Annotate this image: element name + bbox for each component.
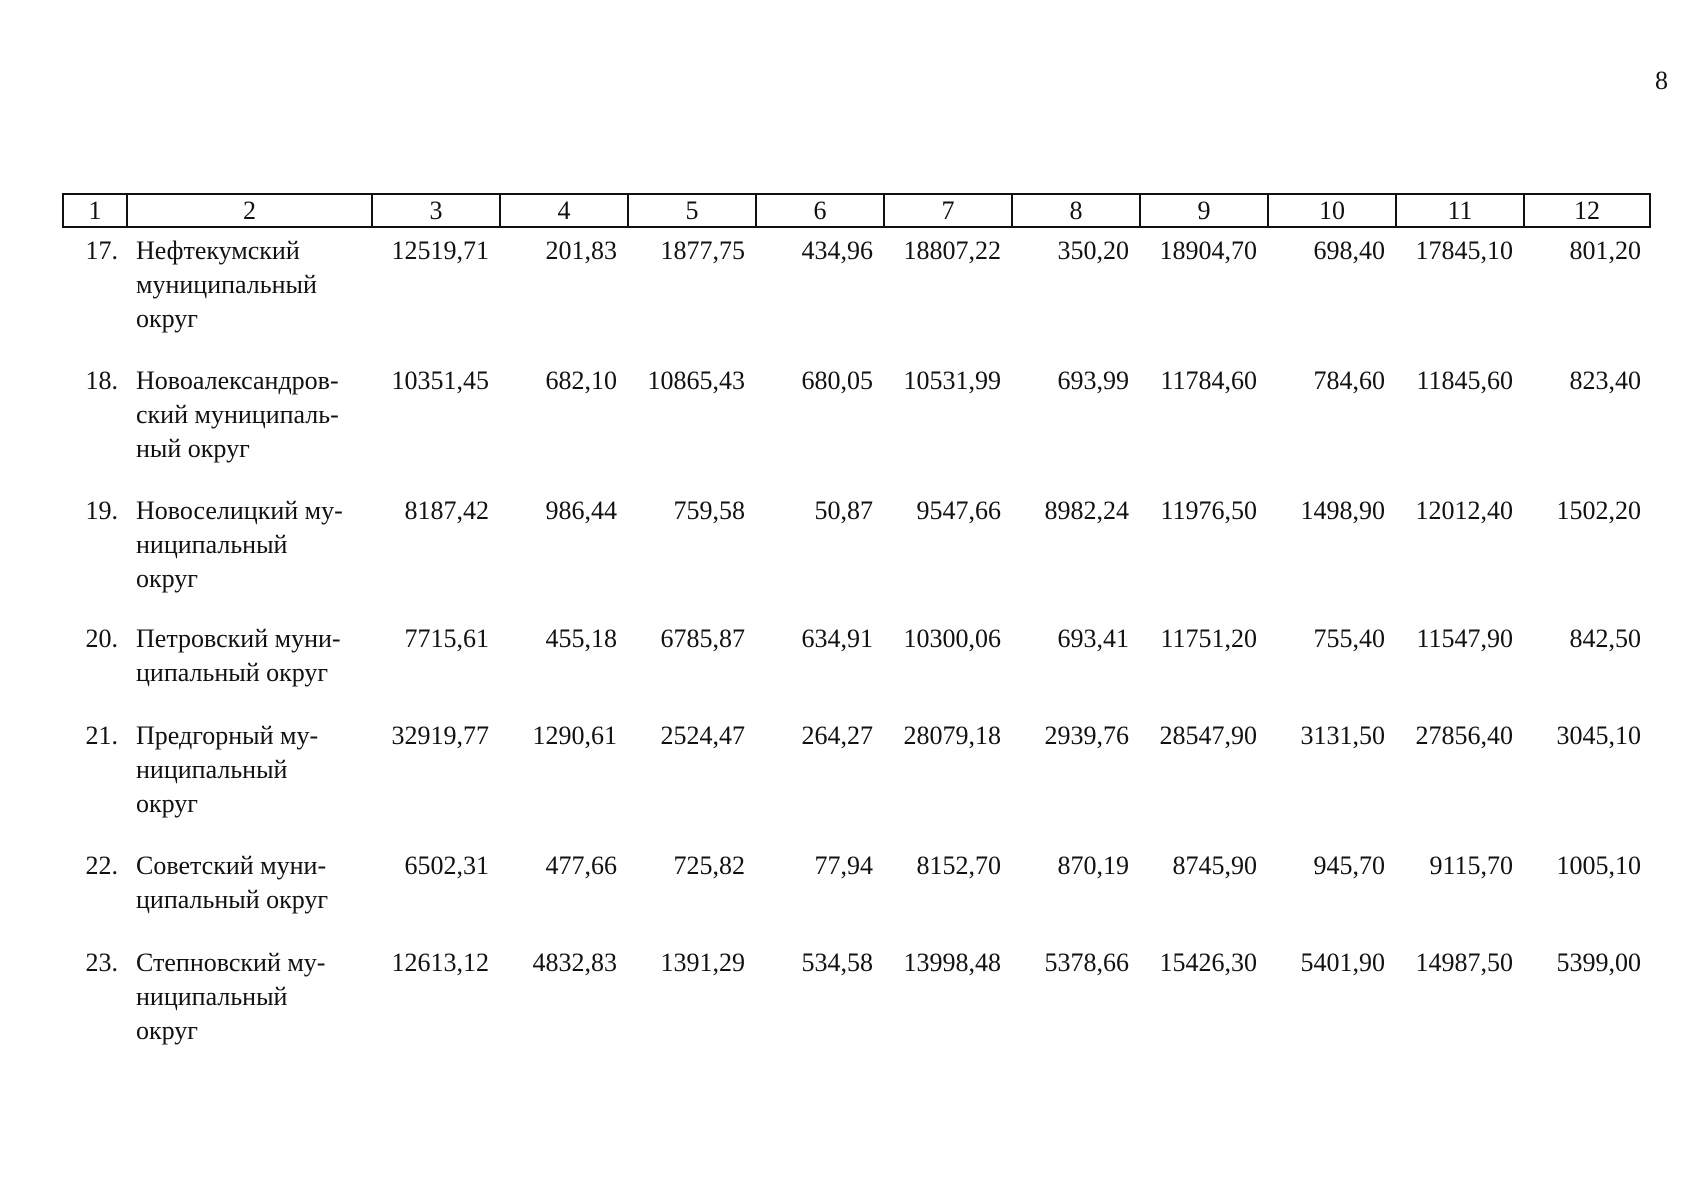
row-name-line: Советский муни- <box>136 851 327 880</box>
table-cell: 2939,76 <box>1044 721 1129 750</box>
table-cell: 759,58 <box>673 496 745 525</box>
table-cell: 27856,40 <box>1415 721 1513 750</box>
table-cell: 784,60 <box>1313 366 1385 395</box>
table-cell: 11976,50 <box>1160 496 1257 525</box>
row-name-line: Новоселицкий му- <box>136 496 343 525</box>
table-cell: 698,40 <box>1313 236 1385 265</box>
row-name-line: округ <box>136 789 198 818</box>
row-number: 23. <box>85 948 118 977</box>
table-row <box>62 713 1655 843</box>
table-cell: 264,27 <box>801 721 873 750</box>
table-cell: 6785,87 <box>660 624 745 653</box>
table-cell: 28547,90 <box>1159 721 1257 750</box>
row-name-line: ципальный округ <box>136 658 329 687</box>
column-header: 2 <box>126 193 371 228</box>
table-cell: 680,05 <box>801 366 873 395</box>
table-cell: 693,41 <box>1057 624 1129 653</box>
table-cell: 8187,42 <box>404 496 489 525</box>
table-cell: 11547,90 <box>1416 624 1513 653</box>
row-name-line: Степновский му- <box>136 948 326 977</box>
table-cell: 2524,47 <box>660 721 745 750</box>
table-cell: 1498,90 <box>1300 496 1385 525</box>
row-name <box>126 358 371 488</box>
table-cell: 10351,45 <box>391 366 489 395</box>
table-cell: 477,66 <box>545 851 617 880</box>
column-header: 3 <box>371 193 499 228</box>
row-name <box>126 940 371 1050</box>
table-cell: 4832,83 <box>532 948 617 977</box>
table-cell: 986,44 <box>545 496 617 525</box>
table-cell: 350,20 <box>1057 236 1129 265</box>
table-cell: 12519,71 <box>391 236 489 265</box>
table-cell: 32919,77 <box>391 721 489 750</box>
table-cell: 3045,10 <box>1556 721 1641 750</box>
row-name-line: округ <box>136 304 198 333</box>
row-name <box>126 228 371 358</box>
row-name-line: ный округ <box>136 434 250 463</box>
table-cell: 8982,24 <box>1044 496 1129 525</box>
row-name-line: ский муниципаль- <box>136 400 339 429</box>
table-cell: 10300,06 <box>903 624 1001 653</box>
row-name-line: Новоалександров- <box>136 366 339 395</box>
table-cell: 434,96 <box>801 236 873 265</box>
table-cell: 842,50 <box>1569 624 1641 653</box>
table-cell: 5399,00 <box>1556 948 1641 977</box>
table-cell: 455,18 <box>545 624 617 653</box>
table-cell: 725,82 <box>673 851 745 880</box>
row-name-line: округ <box>136 564 198 593</box>
column-header: 12 <box>1523 193 1651 228</box>
row-name-line: муниципальный <box>136 270 317 299</box>
table-row <box>62 616 1655 713</box>
row-name-line: ниципальный <box>136 982 288 1011</box>
column-header: 1 <box>62 193 126 228</box>
table-row <box>62 843 1655 940</box>
column-header: 7 <box>883 193 1011 228</box>
row-name-line: ниципальный <box>136 755 288 784</box>
table-cell: 17845,10 <box>1415 236 1513 265</box>
table-header-row <box>62 193 1655 228</box>
table-cell: 870,19 <box>1057 851 1129 880</box>
row-name <box>126 488 371 616</box>
table-cell: 11784,60 <box>1160 366 1257 395</box>
table-cell: 28079,18 <box>903 721 1001 750</box>
row-name <box>126 616 371 713</box>
table-cell: 801,20 <box>1569 236 1641 265</box>
table-row <box>62 940 1655 1050</box>
table-cell: 534,58 <box>801 948 873 977</box>
table-cell: 5378,66 <box>1044 948 1129 977</box>
table-cell: 6502,31 <box>404 851 489 880</box>
data-table <box>62 193 1655 1050</box>
row-name-line: ниципальный <box>136 530 288 559</box>
table-cell: 9547,66 <box>916 496 1001 525</box>
column-header: 4 <box>499 193 627 228</box>
table-cell: 823,40 <box>1569 366 1641 395</box>
table-cell: 5401,90 <box>1300 948 1385 977</box>
table-cell: 1502,20 <box>1556 496 1641 525</box>
table-cell: 10531,99 <box>903 366 1001 395</box>
column-header: 10 <box>1267 193 1395 228</box>
row-name <box>126 843 371 940</box>
table-cell: 7715,61 <box>404 624 489 653</box>
table-cell: 201,83 <box>545 236 617 265</box>
row-name-line: Предгорный му- <box>136 721 319 750</box>
table-cell: 8745,90 <box>1172 851 1257 880</box>
table-row <box>62 358 1655 488</box>
row-number: 22. <box>85 851 118 880</box>
table-cell: 77,94 <box>814 851 873 880</box>
column-header: 8 <box>1011 193 1139 228</box>
table-cell: 634,91 <box>801 624 873 653</box>
table-cell: 8152,70 <box>916 851 1001 880</box>
table-row <box>62 228 1655 358</box>
table-cell: 15426,30 <box>1159 948 1257 977</box>
row-number: 21. <box>85 721 118 750</box>
table-cell: 945,70 <box>1313 851 1385 880</box>
table-cell: 18904,70 <box>1159 236 1257 265</box>
table-cell: 1391,29 <box>660 948 745 977</box>
column-header: 9 <box>1139 193 1267 228</box>
table-cell: 18807,22 <box>903 236 1001 265</box>
table-cell: 11845,60 <box>1416 366 1513 395</box>
column-header: 5 <box>627 193 755 228</box>
row-number: 20. <box>85 624 118 653</box>
table-cell: 1290,61 <box>532 721 617 750</box>
table-cell: 14987,50 <box>1415 948 1513 977</box>
table-cell: 682,10 <box>545 366 617 395</box>
table-cell: 11751,20 <box>1160 624 1257 653</box>
row-name-line: Петровский муни- <box>136 624 341 653</box>
table-cell: 50,87 <box>814 496 873 525</box>
table-cell: 10865,43 <box>647 366 745 395</box>
row-name-line: округ <box>136 1016 198 1045</box>
row-name-line: Нефтекумский <box>136 236 300 265</box>
row-name <box>126 713 371 843</box>
table-row <box>62 488 1655 616</box>
table-cell: 693,99 <box>1057 366 1129 395</box>
table-cell: 12012,40 <box>1415 496 1513 525</box>
page-number: 8 <box>1655 66 1668 95</box>
table-cell: 755,40 <box>1313 624 1385 653</box>
column-header: 11 <box>1395 193 1523 228</box>
row-name-line: ципальный округ <box>136 885 329 914</box>
row-number: 19. <box>85 496 118 525</box>
table-cell: 13998,48 <box>903 948 1001 977</box>
table-cell: 9115,70 <box>1429 851 1513 880</box>
row-number: 18. <box>85 366 118 395</box>
table-cell: 3131,50 <box>1300 721 1385 750</box>
table-cell: 1877,75 <box>660 236 745 265</box>
row-number: 17. <box>85 236 118 265</box>
column-header: 6 <box>755 193 883 228</box>
table-cell: 12613,12 <box>391 948 489 977</box>
table-cell: 1005,10 <box>1556 851 1641 880</box>
